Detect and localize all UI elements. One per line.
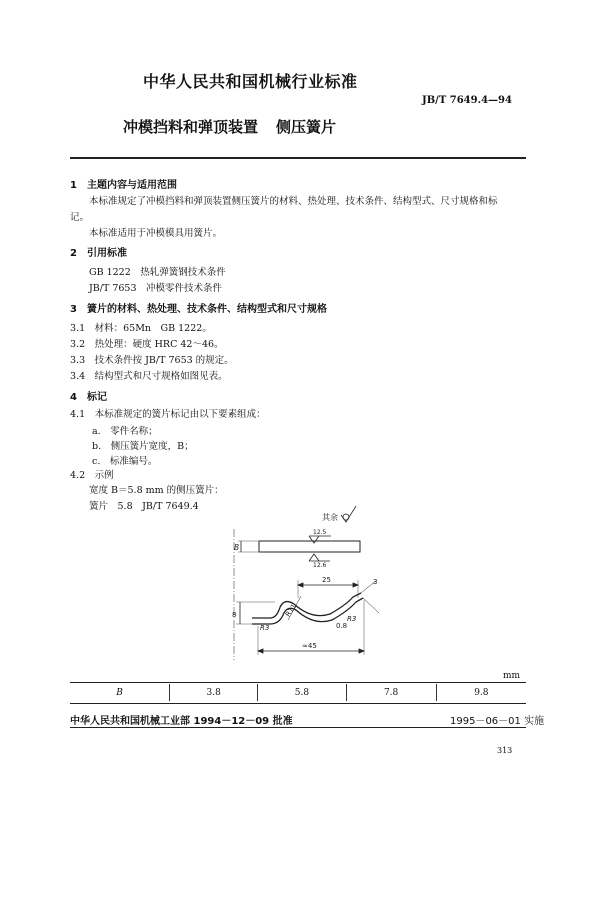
plate-top-view <box>259 541 360 552</box>
reference-gb1222: GB 1222 热轧弹簧钢技术条件 <box>89 267 226 278</box>
clause-3-4: 3.4 结构型式和尺寸规格如图见表。 <box>70 371 228 382</box>
list-item-b: b. 侧压簧片宽度，B； <box>92 441 194 452</box>
dim-3-label: 3 <box>373 578 378 586</box>
standard-code: JB/T 7649.4—94 <box>422 95 512 106</box>
section-1-para1-line1: 本标准规定了冲模挡料和弹顶装置侧压簧片的材料、热处理、技术条件、结构型式、尺寸规格和标 <box>89 196 498 207</box>
table-cell-b3: 7.8 <box>346 684 436 701</box>
reference-jbt7653: JB/T 7653 冲模零件技术条件 <box>89 283 223 294</box>
footer-rule <box>70 727 526 728</box>
list-item-a: a. 零件名称； <box>92 426 158 437</box>
table-cell-b1: 3.8 <box>170 684 258 701</box>
section-1-para1-line2: 记。 <box>70 212 90 223</box>
title-sub: 侧压簧片 <box>276 118 337 136</box>
spring-side-view <box>252 593 361 618</box>
size-table <box>70 684 526 701</box>
approval-text: 中华人民共和国机械工业部 1994－12－09 批准 <box>70 716 293 727</box>
table-header-b: B <box>116 687 123 698</box>
example-line-2: 簧片 5.8 JB/T 7649.4 <box>89 501 199 512</box>
rough-bottom-value: 12.6 <box>313 562 327 569</box>
clause-3-2: 3.2 热处理：硬度 HRC 42～46。 <box>70 339 224 350</box>
table-cell-b4: 9.8 <box>436 684 526 701</box>
dim-b-label: B <box>234 543 240 552</box>
clause-4-1: 4.1 本标准规定的簧片标记由以下要素组成： <box>70 409 266 420</box>
clause-3-1: 3.1 材料：65Mn GB 1222。 <box>70 323 212 334</box>
rough-top-value: 12.5 <box>313 529 327 536</box>
dim-r11-label: R11 <box>283 602 299 619</box>
dim-r3-left-label: R3 <box>260 624 270 632</box>
example-line-1: 宽度 B＝5.8 mm 的侧压簧片： <box>89 485 224 496</box>
section-3-heading: 3 簧片的材料、热处理、技术条件、结构型式和尺寸规格 <box>70 304 327 315</box>
roughness-bottom-symbol <box>309 554 319 561</box>
table-cell-b2: 5.8 <box>258 684 346 701</box>
roughness-top-symbol <box>309 536 319 543</box>
table-bottom-rule <box>70 703 526 704</box>
roughness-remaining-symbol <box>341 506 356 522</box>
remaining-label: 其余 <box>322 513 338 522</box>
section-1-para2: 本标准适用于冲模模具用簧片。 <box>89 228 223 239</box>
dim-45-label: ≈45 <box>302 642 317 650</box>
page-number: 313 <box>497 746 513 755</box>
clause-4-2: 4.2 示例 <box>70 470 114 481</box>
roughness-circle <box>343 514 349 520</box>
section-1-heading: 1 主题内容与适用范围 <box>70 180 177 191</box>
table-row <box>70 684 526 701</box>
standard-type: 中华人民共和国机械行业标准 <box>143 72 358 91</box>
section-4-heading: 4 标记 <box>70 392 107 403</box>
title-main: 冲模挡料和弹顶装置 <box>123 118 259 136</box>
dim-8-label: 8 <box>232 611 237 619</box>
table-top-rule <box>70 682 526 683</box>
table-unit: mm <box>503 671 521 681</box>
clause-3-3: 3.3 技术条件按 JB/T 7653 的规定。 <box>70 355 234 366</box>
implementation-text: 1995－06－01 实施 <box>450 716 545 727</box>
dim-08-label: 0.8 <box>336 622 348 630</box>
dim-25-label: 25 <box>322 576 331 584</box>
list-item-c: c. 标准编号。 <box>92 456 158 467</box>
dim-r3-right-label: R3 <box>347 615 357 623</box>
section-2-heading: 2 引用标准 <box>70 248 127 259</box>
